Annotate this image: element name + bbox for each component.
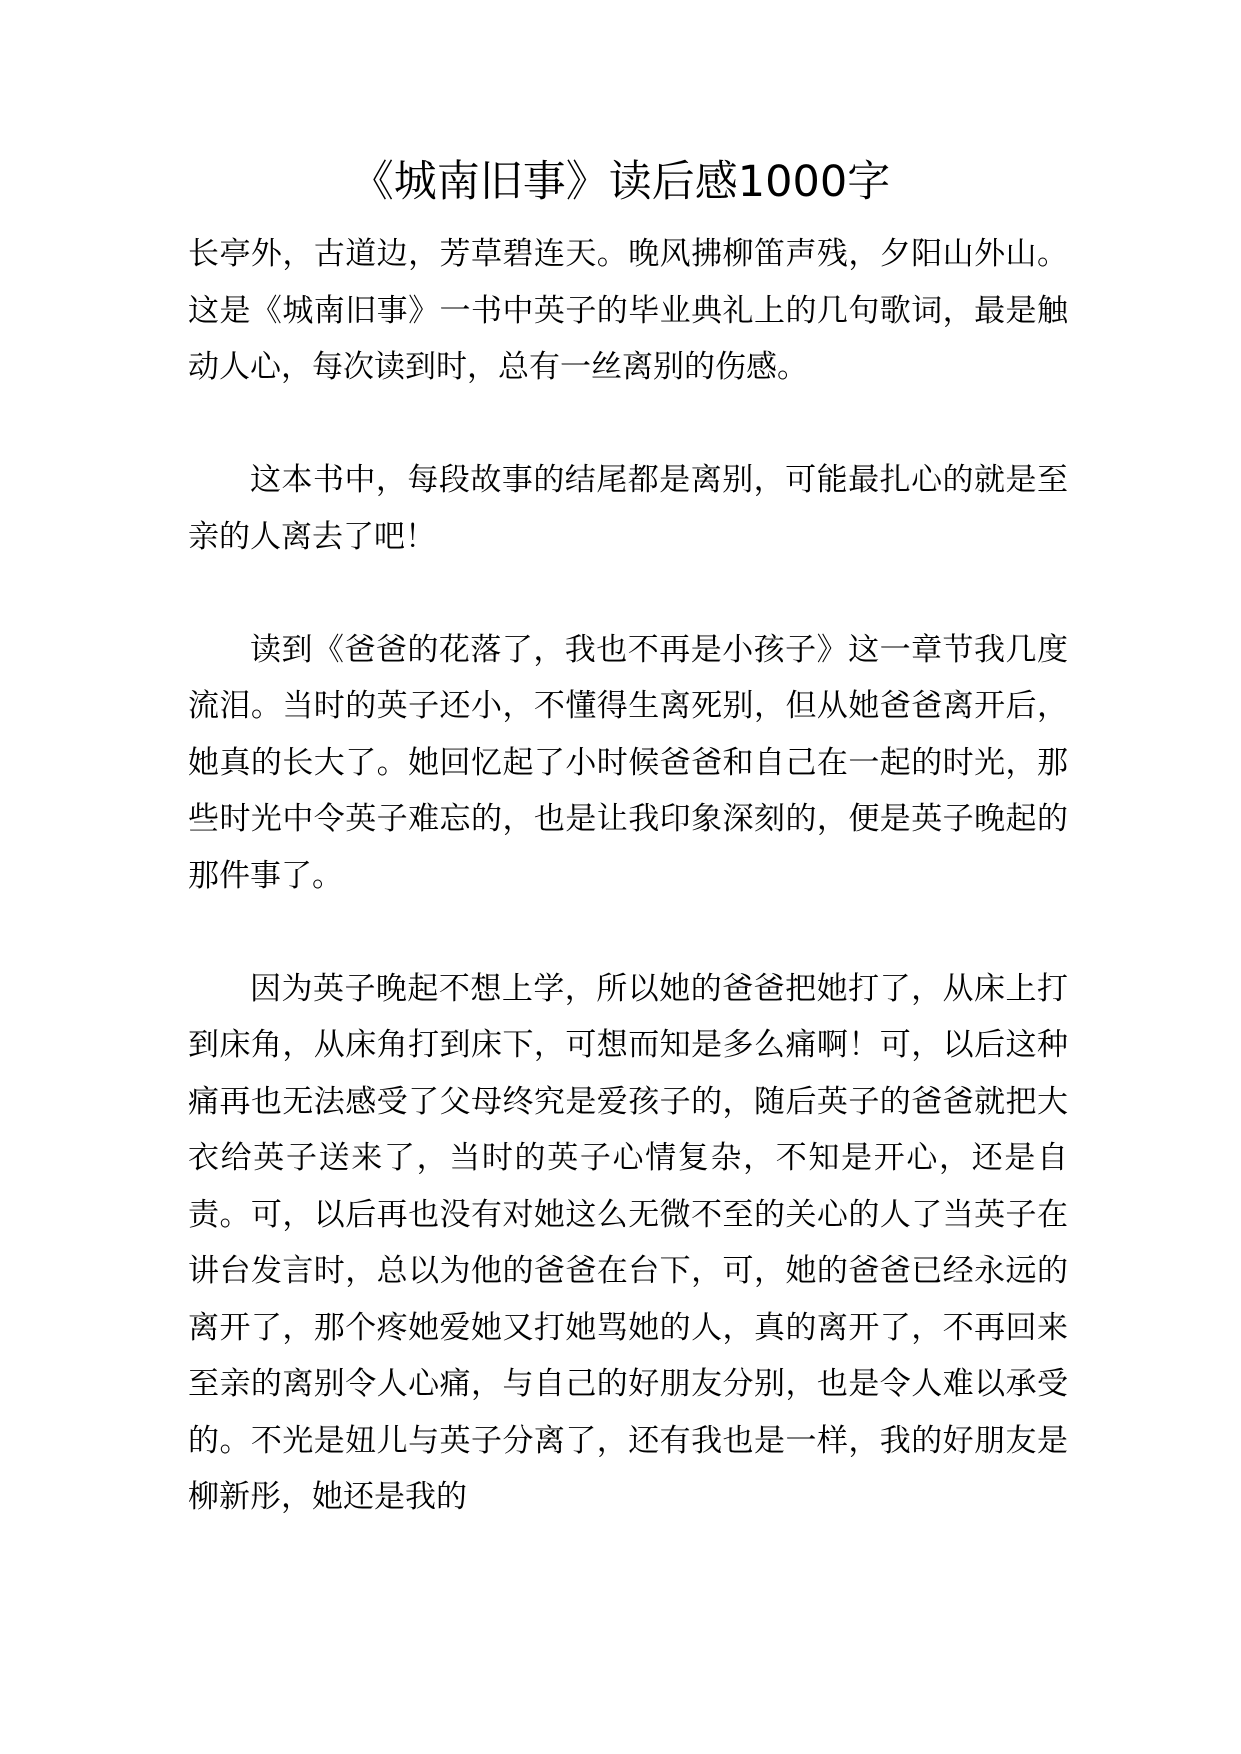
document-body: [188, 226, 1068, 1526]
paragraph-2: 这本书中，每段故事的结尾都是离别，可能最扎心的就是至亲的人离去了吧！: [188, 462, 1068, 555]
paragraph-1: 长亭外，古道边，芳草碧连天。晚风拂柳笛声残，夕阳山外山。这是《城南旧事》一书中英子的毕业典礼上的几句歌词，最是触动人心，每次读到时，总有一丝离别的伤感。: [188, 236, 1068, 385]
paragraph-4: 因为英子晚起不想上学，所以她的爸爸把她打了，从床上打到床角，从床角打到床下，可想而知是多么痛啊！可，以后这种痛再也无法感受了父母终究是爱孩子的，随后英子的爸爸就把大衣给英子送来了，当时的英子心情复杂，不知是开心，还是自责。可，以后再也没有对她这么无微不至的关心的人了当英子在讲台发言时，总以为他的爸爸在台下，可，她的爸爸已经永远的离开了，那个疼她爱她又打她骂她的人，真的离开了，不再回来至亲的离别令人心痛，与自己的好朋友分别，也是令人难以承受的。不光是妞儿与英子分离了，还有我也是一样，我的好朋友是柳新彤，她还是我的: [188, 970, 1068, 1515]
paragraph-3: 读到《爸爸的花落了，我也不再是小孩子》这一章节我几度流泪。当时的英子还小，不懂得生离死别，但从她爸爸离开后，她真的长大了。她回忆起了小时候爸爸和自己在一起的时光，那些时光中令英子难忘的，也是让我印象深刻的，便是英子晚起的那件事了。: [188, 631, 1068, 894]
document-title: 《城南旧事》读后感1000字: [350, 157, 891, 207]
